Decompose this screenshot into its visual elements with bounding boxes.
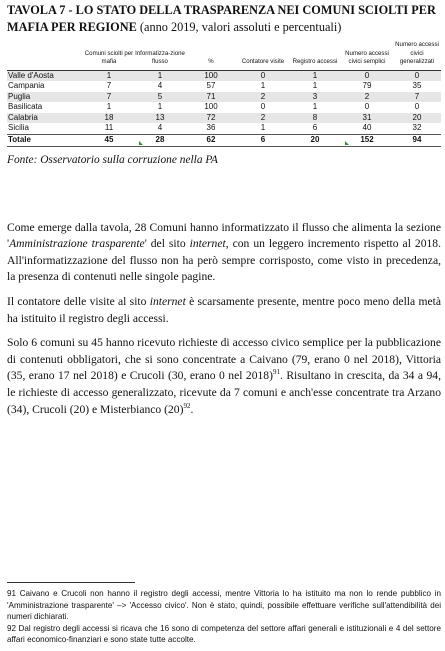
row-region: Puglia (7, 92, 83, 103)
header-comuni-sciolti: Comuni sciolti per mafia (83, 40, 135, 70)
text: Il contatore delle visite al sito (7, 295, 150, 309)
cell: 13 (135, 113, 185, 124)
cell: 11 (104, 123, 114, 133)
cell: 1 (135, 70, 185, 81)
header-percent: % (185, 40, 237, 70)
cell: 57 (206, 81, 216, 91)
cell: 1 (83, 70, 135, 81)
table-row (7, 113, 441, 124)
cell: 0 (393, 70, 441, 81)
cell: 100 (204, 102, 218, 112)
table-row (7, 70, 441, 81)
text: . Risultano in crescita, da 34 a 94, le richieste di accesso generalizzato, ricevute da 7 comuni e anch'esse concentrate tra Arzano (34), Crucoli (20) e Misterbianco (20) (7, 369, 441, 416)
cell: 0 (414, 102, 420, 112)
cell: 71 (185, 92, 237, 103)
text: è scarsamente presente, mentre poco meno della metà ha istituito il registro degli accessi. (7, 295, 441, 325)
header-accessi-semplici: Numero accessi civici semplici (341, 40, 393, 70)
text: . (190, 402, 194, 416)
cell: 45 (83, 135, 135, 147)
cell: 35 (412, 81, 422, 91)
header-accessi-generalizzati: Numero accessi civici generalizzati (393, 40, 441, 70)
cell: 4 (157, 123, 163, 133)
cell: 6 (312, 123, 318, 133)
row-region: Sicilia (8, 123, 29, 133)
cell: 1 (312, 102, 318, 112)
cell: 0 (364, 102, 370, 112)
cell: 8 (289, 113, 341, 124)
cell: 2 (237, 92, 289, 103)
paragraph (7, 294, 441, 327)
header-informatizzazione: Informatizza-zione flusso (135, 40, 185, 70)
footnote: 91 Caivano e Crucoli non hanno il registro degli accessi, mentre Vittoria lo ha istituito ma non lo rende pubblico in 'Amministrazione trasparente' –> 'Accesso civico'. Non è stato, quindi, possibile effettuare verifiche sull'attendibilità dei numeri dichiarati. (7, 589, 441, 622)
row-region: Valle d'Aosta (7, 70, 83, 81)
cell: 2 (237, 113, 289, 124)
cell: 6 (237, 135, 289, 147)
table-row (7, 81, 441, 92)
cell: 36 (206, 123, 216, 133)
cell: 94 (393, 135, 441, 147)
header-registro-accessi: Registro accessi (289, 40, 341, 70)
footnote-divider (7, 582, 135, 583)
transparency-table (7, 40, 441, 147)
cell: 1 (260, 123, 266, 133)
cell: 1 (157, 102, 163, 112)
cell: 152 (341, 135, 393, 147)
footnote-ref[interactable]: 91 (272, 368, 280, 377)
text: Amministrazione trasparente (9, 237, 145, 251)
cell: 3 (289, 92, 341, 103)
cell: 1 (312, 81, 318, 91)
row-region: Basilicata (8, 102, 43, 112)
cell: 1 (289, 70, 341, 81)
table-total-row (7, 135, 441, 147)
cell: 0 (341, 70, 393, 81)
cell: 72 (185, 113, 237, 124)
row-region: Calabria (7, 113, 83, 124)
paragraph (7, 220, 441, 286)
table-title-subtitle: (anno 2019, valori assoluti e percentuali) (139, 20, 342, 34)
table-row (7, 123, 441, 134)
text: , con un leggero incremento rispetto al 2018. All'informatizzazione del flusso non ha però sempre corrisposto, come visto in precedenza, la presenza di contenuti nelle singole pagine. (7, 237, 441, 284)
cell: 0 (260, 102, 266, 112)
row-region: Campania (8, 81, 45, 91)
cell: 1 (106, 102, 112, 112)
cell: 2 (341, 92, 393, 103)
cell: 20 (289, 135, 341, 147)
cell: 4 (157, 81, 163, 91)
cell: 62 (185, 135, 237, 147)
table-row (7, 102, 441, 113)
paragraph (7, 335, 441, 418)
text: internet (149, 295, 186, 309)
cell: 7 (393, 92, 441, 103)
cell: 5 (135, 92, 185, 103)
text: ' del sito (144, 237, 190, 251)
table-source: Fonte: Osservatorio sulla corruzione nella PA (7, 153, 218, 166)
cell: 1 (260, 81, 266, 91)
cell: 28 (135, 135, 185, 147)
total-label: Totale (7, 135, 83, 147)
text: internet (189, 237, 226, 251)
table-title-main: TAVOLA 7 - LO STATO DELLA TRASPARENZA NEI COMUNI SCIOLTI PER MAFIA PER REGIONE (7, 3, 436, 34)
cell: 31 (341, 113, 393, 124)
document-page (7, 0, 441, 426)
cell: 100 (185, 70, 237, 81)
cell: 32 (412, 123, 422, 133)
cell: 20 (393, 113, 441, 124)
cell: 18 (83, 113, 135, 124)
cell: 0 (237, 70, 289, 81)
cell: 7 (83, 92, 135, 103)
text: Come emerge dalla tavola, 28 Comuni hanno informatizzato il flusso che alimenta la sezione ' (7, 220, 441, 251)
table-row (7, 92, 441, 103)
footnote: 92 Dal registro degli accessi si ricava che 16 sono di competenza del settore affari generali e istituzionali e 4 del settore affari economico-finanziari e sono state tutte accolte. (7, 623, 441, 645)
footnote-ref[interactable]: 92 (183, 401, 191, 410)
footnotes (7, 588, 441, 646)
cell: 40 (362, 123, 372, 133)
table-header-row (7, 40, 441, 70)
body-text (7, 220, 441, 419)
header-contatore-visite: Contatore visite (237, 40, 289, 70)
header-region (7, 40, 83, 70)
table-title (7, 2, 441, 36)
cell: 79 (362, 81, 372, 91)
cell: 7 (106, 81, 112, 91)
text: Solo 6 comuni su 45 hanno ricevuto richieste di accesso civico semplice per la pubblicazione di contenuti obbligatori, che si sono concentrate a Caivano (79, erano 0 nel 2018), Vittoria (35, erano 17 nel 2018) e Crucoli (30, erano 0 nel 2018) (7, 336, 441, 383)
